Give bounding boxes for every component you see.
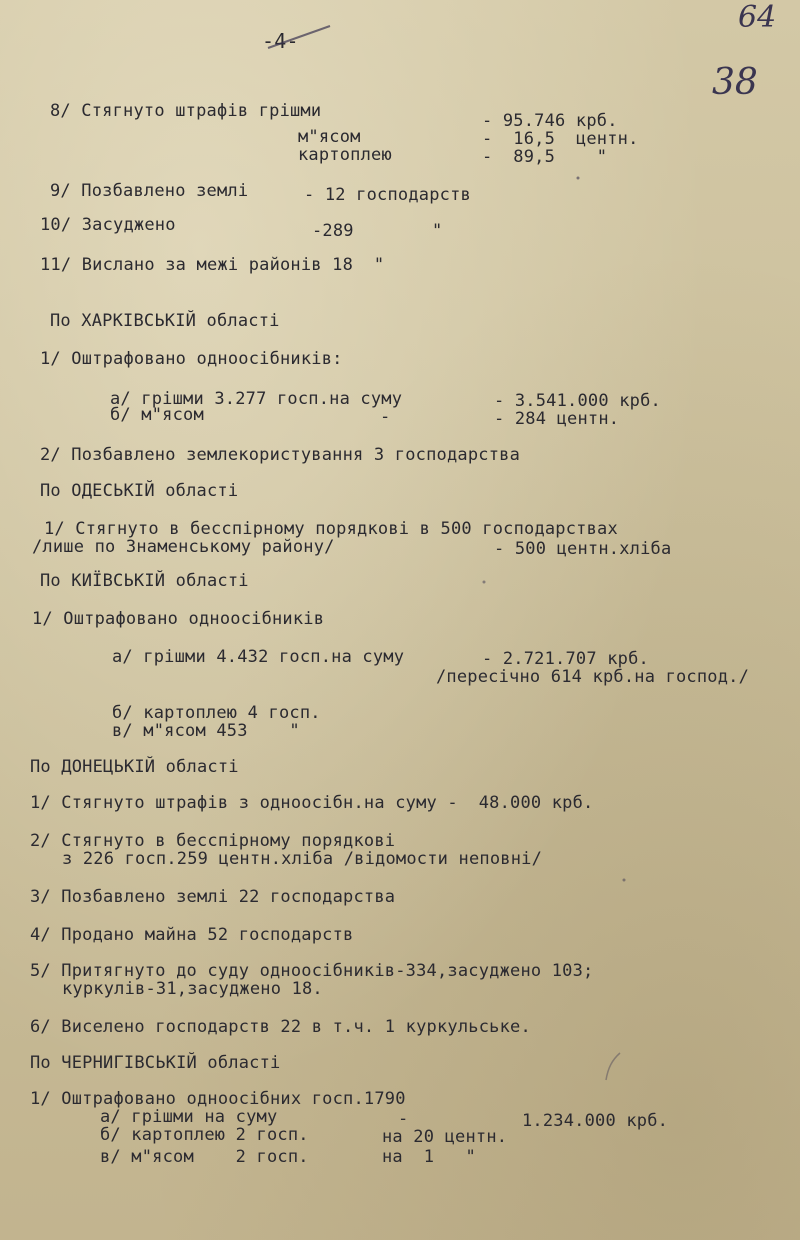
text-line: - 89,5 "	[482, 147, 608, 167]
text-line: - 500 центн.хліба	[494, 539, 672, 559]
text-line: в/ м"ясом 2 госп.	[100, 1147, 309, 1167]
text-line: 11/ Вислано за межі районів 18 "	[40, 255, 385, 275]
text-line: 1/ Стягнуто в бесспірному порядкові в 500 господарствах	[44, 519, 618, 539]
text-line: 1/ Оштрафовано одноосібних госп.1790	[30, 1089, 406, 1109]
handwritten-sheet-number: 38	[712, 62, 758, 103]
text-line: в/ м"ясом 453 "	[112, 721, 300, 741]
text-line: 1.234.000 крб.	[522, 1111, 669, 1131]
text-line: -	[380, 407, 391, 427]
section-heading: По КИЇВСЬКІЙ області	[40, 571, 249, 591]
text-line: - 2.721.707 крб.	[482, 649, 649, 669]
text-line: куркулів-31,засуджено 18.	[62, 979, 323, 999]
text-line: - 12 господарств	[304, 185, 471, 205]
text-line: 8/ Стягнуто штрафів грішми	[50, 101, 322, 121]
text-line: - 284 центн.	[494, 409, 620, 429]
text-line: а/ грішми 3.277 госп.на суму	[110, 389, 403, 409]
text-line: а/ грішми на суму	[100, 1107, 278, 1127]
text-line: -289	[312, 221, 354, 241]
text-line: б/ картоплею 4 госп.	[112, 703, 321, 723]
text-line: а/ грішми 4.432 госп.на суму	[112, 647, 405, 667]
text-line: /лише по Знаменському району/	[32, 537, 335, 557]
text-line: 2/ Позбавлено землекористування 3 господарства	[40, 445, 521, 465]
text-line: на 1 "	[382, 1147, 476, 1167]
text-line: 3/ Позбавлено землі 22 господарства	[30, 887, 396, 907]
text-line: на 20 центн.	[382, 1127, 508, 1147]
text-line: 1/ Стягнуто штрафів з одноосібн.на суму - 48.000 крб.	[30, 793, 594, 813]
section-heading: По ЧЕРНИГІВСЬКІЙ області	[30, 1053, 281, 1073]
text-line: 5/ Притягнуто до суду одноосібників-334,засуджено 103;	[30, 961, 594, 981]
page-number: -4-	[262, 29, 299, 53]
text-line: м"ясом	[298, 127, 361, 147]
text-line: 4/ Продано майна 52 господарств	[30, 925, 354, 945]
text-line: б/ м"ясом	[110, 405, 204, 425]
text-line: 1/ Оштрафовано одноосібників	[32, 609, 325, 629]
text-line: 6/ Виселено господарств 22 в т.ч. 1 куркульське.	[30, 1017, 531, 1037]
text-line: -	[398, 1109, 409, 1129]
text-line: - 95.746 крб.	[482, 111, 618, 131]
text-line: з 226 госп.259 центн.хліба /відомости неповні/	[62, 849, 543, 869]
section-heading: По ХАРКІВСЬКІЙ області	[50, 311, 280, 331]
text-line: - 16,5 центн.	[482, 129, 639, 149]
section-heading: По ДОНЕЦЬКІЙ області	[30, 757, 239, 777]
text-line: картоплею	[298, 145, 392, 165]
text-line: б/ картоплею 2 госп.	[100, 1125, 309, 1145]
section-heading: По ОДЕСЬКІЙ області	[40, 481, 239, 501]
text-line: /пересічно 614 крб.на господ./	[436, 667, 750, 687]
text-line: 9/ Позбавлено землі	[50, 181, 249, 201]
text-line: 2/ Стягнуто в бесспірному порядкові	[30, 831, 396, 851]
text-line: 1/ Оштрафовано одноосібників:	[40, 349, 343, 369]
text-line: 10/ Засуджено	[40, 215, 176, 235]
text-line: "	[432, 221, 443, 241]
text-line: - 3.541.000 крб.	[494, 391, 661, 411]
handwritten-archive-number: 64	[738, 0, 777, 35]
